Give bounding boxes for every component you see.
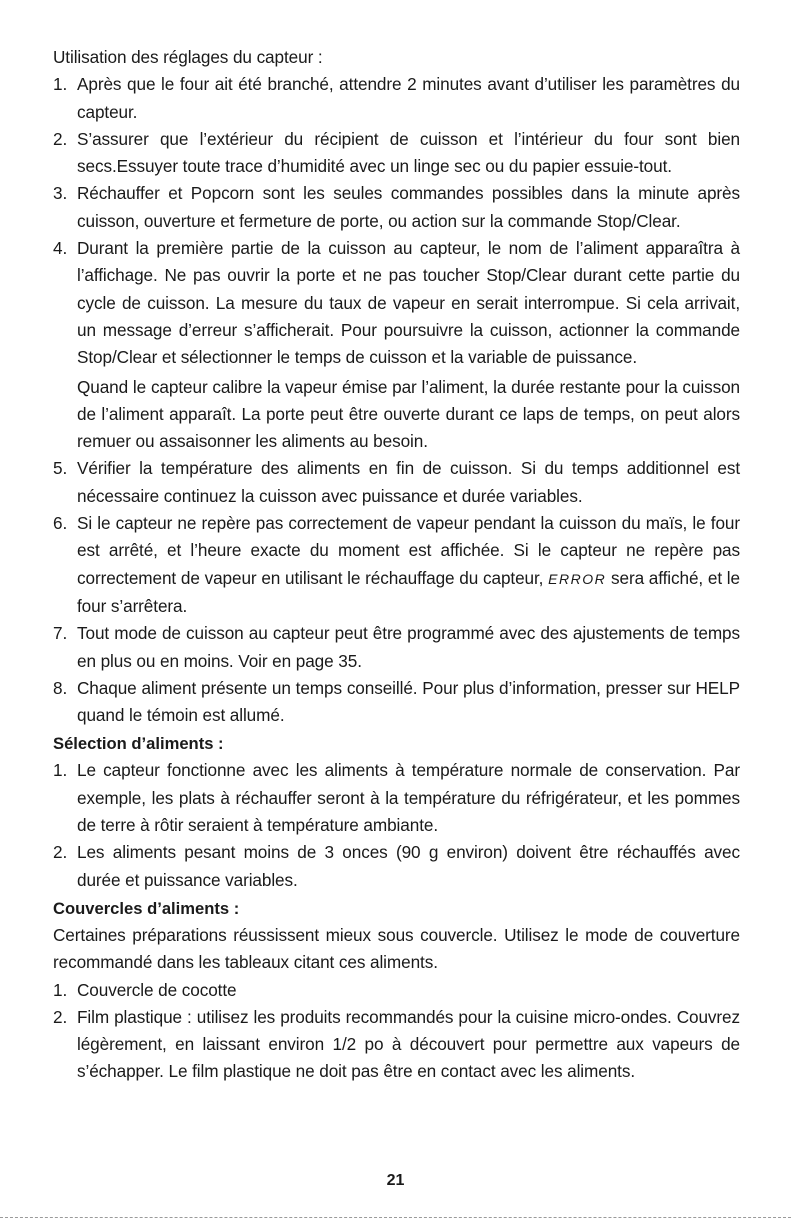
item-number: 1. (53, 74, 68, 95)
item-text: Chaque aliment présente un temps conseillé. Pour plus d’information, presser sur HELP quand le témoin est allumé. (77, 677, 740, 726)
list-item (53, 126, 740, 181)
item-text: S’assurer que l’extérieur du récipient de cuisson et l’intérieur du four sont bien secs.Essuyer toute trace d’humidité avec un linge sec ou du papier essuie-tout. (77, 128, 740, 177)
list-item (53, 235, 740, 371)
item-text: Film plastique : utilisez les produits recommandés pour la cuisine micro-ondes. Couvrez légèrement, en laissant environ 1/2 po à découvert pour permettre aux vapeurs de s’échapper. Le film plastique ne doit pas être en contact avec les aliments. (77, 1006, 740, 1082)
item-text: Réchauffer et Popcorn sont les seules commandes possibles dans la minute après cuisson, ouverture et fermeture de porte, ou action sur la commande Stop/Clear. (77, 183, 740, 231)
item-number: 2. (53, 1006, 68, 1027)
item-number: 1. (53, 979, 68, 1000)
item-text: Vérifier la température des aliments en fin de cuisson. Si du temps additionnel est nécessaire continuez la cuisson avec puissance et durée variables. (77, 458, 740, 506)
item-text: Si le capteur ne repère pas correctement de vapeur pendant la cuisson du maïs, le four est arrêté, et l’heure exacte du moment est affichée. Si le capteur ne repère pas correctement de vapeur en utilisant le réchauffage du capteur, (77, 513, 740, 588)
list-item (53, 620, 740, 675)
food-selection-heading: Sélection d’aliments : (53, 734, 224, 754)
list-item-subparagraph (53, 374, 740, 456)
list-item (53, 455, 740, 510)
item-subtext: Quand le capteur calibre la vapeur émise par l’aliment, la durée restante pour la cuisson de l’aliment apparaît. La porte peut être ouverte durant ce laps de temps, on peut alors remuer ou assaisonner les aliments au besoin. (77, 376, 740, 452)
food-covers-list (53, 977, 740, 1086)
error-display-text: ERROR (548, 570, 607, 587)
item-number: 1. (53, 760, 68, 781)
sensor-settings-list (53, 71, 740, 729)
item-number: 6. (53, 513, 68, 534)
list-item (53, 839, 740, 894)
list-item (53, 977, 740, 1004)
item-number: 7. (53, 623, 68, 644)
item-text: Tout mode de cuisson au capteur peut être programmé avec des ajustements de temps en plus ou en moins. Voir en page 35. (77, 623, 740, 671)
food-covers-intro: Certaines préparations réussissent mieux sous couvercle. Utilisez le mode de couverture recommandé dans les tableaux citant ces aliments. (53, 924, 740, 973)
item-text: Les aliments pesant moins de 3 onces (90 g environ) doivent être réchauffés avec durée et puissance variables. (77, 842, 740, 890)
list-item (53, 180, 740, 235)
item-text: Le capteur fonctionne avec les aliments à température normale de conservation. Par exemple, les plats à réchauffer seront à la température du réfrigérateur, et les pommes de terre à rôtir seraient à température ambiante. (77, 760, 740, 836)
item-number: 5. (53, 458, 68, 479)
food-covers-heading: Couvercles d’aliments : (53, 898, 240, 918)
item-text: Après que le four ait été branché, attendre 2 minutes avant d’utiliser les paramètres du capteur. (77, 74, 740, 122)
item-number: 2. (53, 842, 68, 863)
item-number: 2. (53, 128, 68, 149)
food-selection-list (53, 757, 740, 893)
item-text: Durant la première partie de la cuisson au capteur, le nom de l’aliment apparaîtra à l’affichage. Ne pas ouvrir la porte et ne pas toucher Stop/Clear durant cette partie du cycle de cuisson. La mesure du taux de vapeur en serait interrompue. Si cela arrivait, un message d’erreur s’afficherait. Pour poursuivre la cuisson, actionner la commande Stop/Clear et sélectionner le temps de cuisson et la variable de puissance. (77, 238, 740, 368)
bottom-divider (0, 1217, 791, 1218)
item-text-continued: sera affiché, et le four s’arrêtera. (77, 567, 740, 616)
item-number: 3. (53, 183, 68, 204)
item-number: 4. (53, 238, 68, 259)
sensor-settings-intro: Utilisation des réglages du capteur : (53, 47, 323, 67)
list-item (53, 757, 740, 839)
page-number: 21 (386, 1172, 405, 1189)
manual-page (53, 44, 740, 1086)
item-text: Couvercle de cocotte (77, 979, 237, 1000)
item-number: 8. (53, 677, 68, 698)
list-item (53, 675, 740, 730)
list-item (53, 510, 740, 620)
list-item (53, 71, 740, 126)
list-item (53, 1004, 740, 1086)
